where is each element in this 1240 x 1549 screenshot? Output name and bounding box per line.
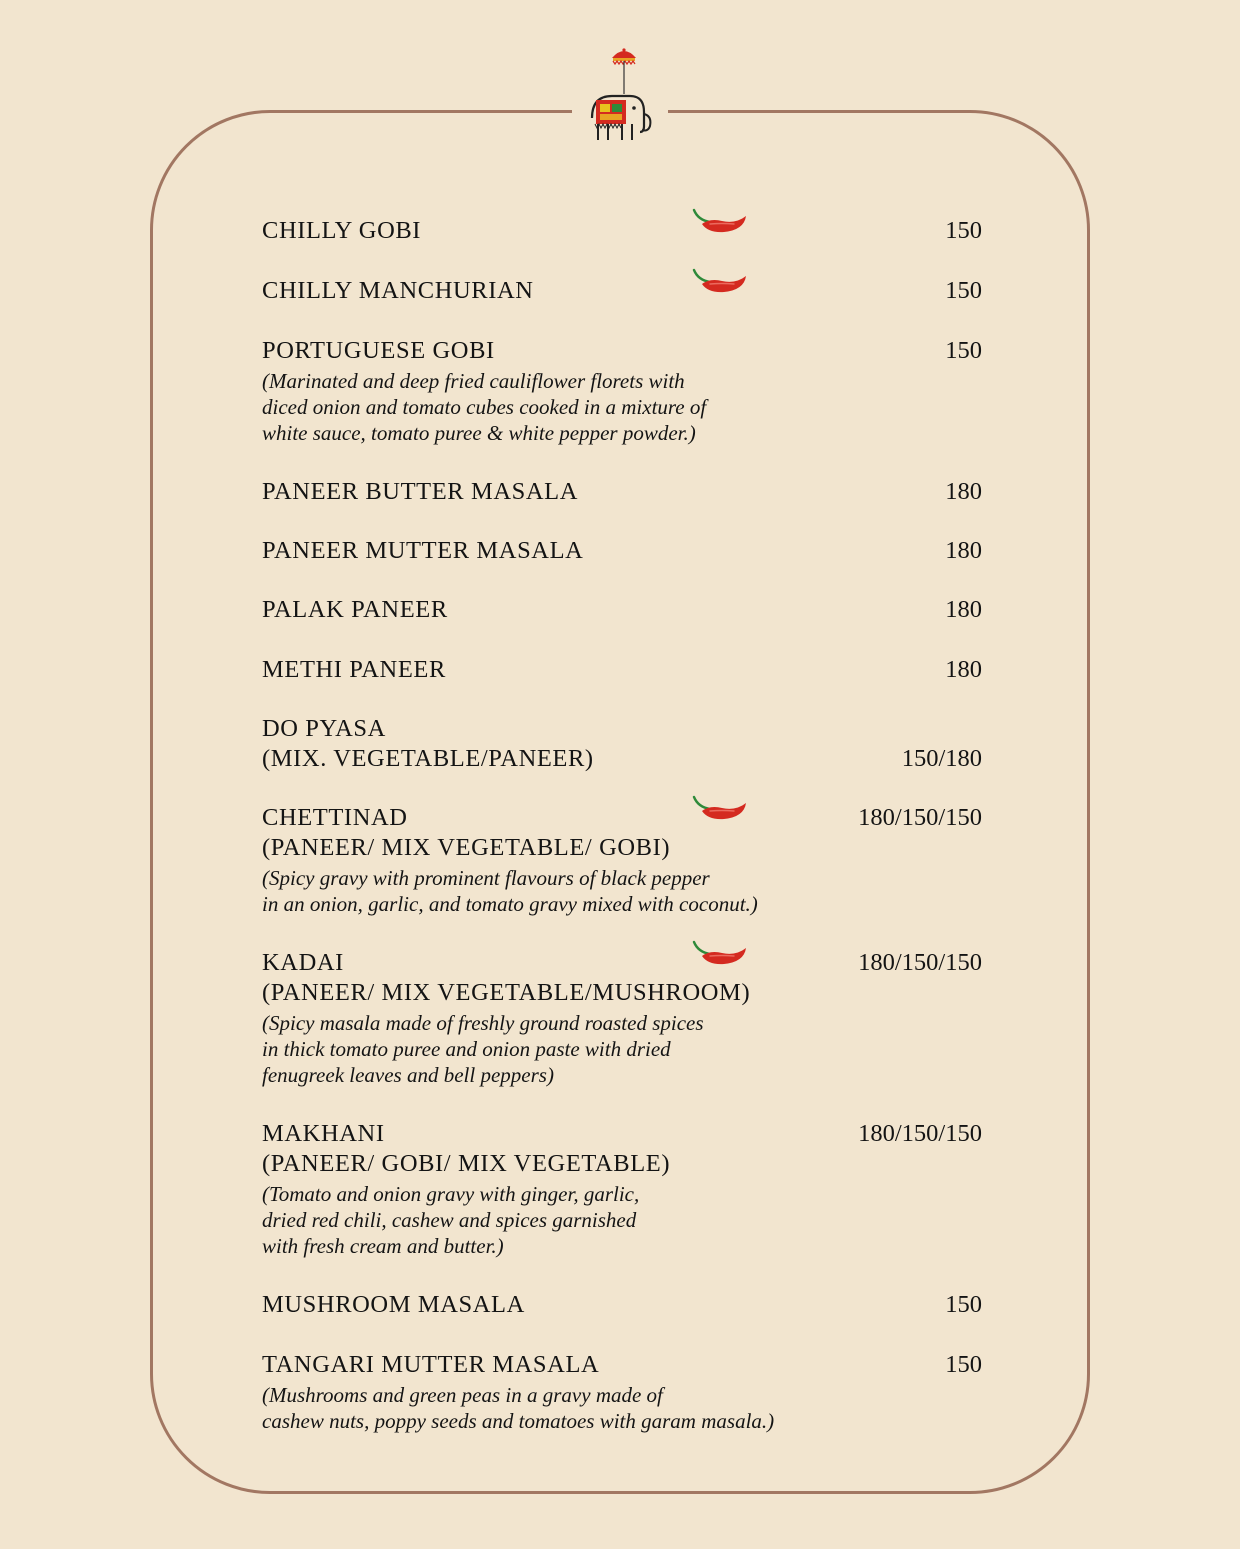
description-line: diced onion and tomato cubes cooked in a mixture of xyxy=(262,395,707,419)
item-price: 180/150/150 xyxy=(858,1120,982,1147)
description-line: white sauce, tomato puree & white pepper powder.) xyxy=(262,421,696,445)
menu-item xyxy=(262,1350,982,1434)
menu-item xyxy=(262,1290,982,1320)
menu-item xyxy=(262,336,982,446)
item-price: 150 xyxy=(945,1351,982,1378)
item-name: MAKHANI xyxy=(262,1120,385,1147)
menu-item xyxy=(262,1119,982,1259)
item-name: TANGARI MUTTER MASALA xyxy=(262,1351,600,1378)
item-description xyxy=(262,865,982,917)
description-line: (Tomato and onion gravy with ginger, garlic, xyxy=(262,1182,640,1206)
menu-item xyxy=(262,276,982,306)
item-name: PORTUGUESE GOBI xyxy=(262,337,495,364)
description-line: (Spicy gravy with prominent flavours of black pepper xyxy=(262,866,710,890)
menu-item xyxy=(262,948,982,1088)
menu-item xyxy=(262,714,982,774)
item-price: 150/180 xyxy=(901,745,982,772)
menu-frame xyxy=(150,110,1090,1494)
item-name: CHETTINAD xyxy=(262,804,408,831)
description-line: (Spicy masala made of freshly ground roasted spices xyxy=(262,1011,704,1035)
menu-item xyxy=(262,595,982,625)
item-name: PALAK PANEER xyxy=(262,596,448,623)
item-subname: (PANEER/ MIX VEGETABLE/MUSHROOM) xyxy=(262,979,751,1006)
item-name: KADAI xyxy=(262,949,344,976)
item-price: 180 xyxy=(945,537,982,564)
item-description xyxy=(262,368,982,446)
description-line: with fresh cream and butter.) xyxy=(262,1234,504,1258)
item-name: PANEER BUTTER MASALA xyxy=(262,478,579,505)
description-line: dried red chili, cashew and spices garnished xyxy=(262,1208,637,1232)
elephant-umbrella-logo-icon xyxy=(586,46,654,146)
description-line: in an onion, garlic, and tomato gravy mixed with coconut.) xyxy=(262,892,758,916)
item-price: 150 xyxy=(945,277,982,304)
chili-pepper-icon xyxy=(688,791,750,825)
item-price: 180 xyxy=(945,656,982,683)
item-price: 180 xyxy=(945,596,982,623)
menu-item xyxy=(262,216,982,246)
item-description xyxy=(262,1010,982,1088)
item-price: 150 xyxy=(945,217,982,244)
item-description xyxy=(262,1181,982,1259)
item-subname: (PANEER/ GOBI/ MIX VEGETABLE) xyxy=(262,1150,671,1177)
description-line: (Mushrooms and green peas in a gravy made of xyxy=(262,1383,663,1407)
item-price: 180/150/150 xyxy=(858,804,982,831)
menu-item xyxy=(262,803,982,917)
chili-pepper-icon xyxy=(688,204,750,238)
item-name: DO PYASA xyxy=(262,715,386,742)
chili-pepper-icon xyxy=(688,264,750,298)
item-price: 150 xyxy=(945,337,982,364)
description-line: fenugreek leaves and bell peppers) xyxy=(262,1063,554,1087)
item-description xyxy=(262,1382,982,1434)
description-line: cashew nuts, poppy seeds and tomatoes with garam masala.) xyxy=(262,1409,775,1433)
menu-item xyxy=(262,477,982,507)
item-name: CHILLY GOBI xyxy=(262,217,422,244)
item-subname: (PANEER/ MIX VEGETABLE/ GOBI) xyxy=(262,834,671,861)
item-name: PANEER MUTTER MASALA xyxy=(262,537,584,564)
description-line: in thick tomato puree and onion paste with dried xyxy=(262,1037,671,1061)
item-name: METHI PANEER xyxy=(262,656,446,683)
item-name: CHILLY MANCHURIAN xyxy=(262,277,534,304)
item-price: 180 xyxy=(945,478,982,505)
menu-item xyxy=(262,655,982,685)
description-line: (Marinated and deep fried cauliflower florets with xyxy=(262,369,685,393)
item-name: MUSHROOM MASALA xyxy=(262,1291,525,1318)
item-price: 150 xyxy=(945,1291,982,1318)
item-subname: (MIX. VEGETABLE/PANEER) xyxy=(262,745,594,772)
item-price: 180/150/150 xyxy=(858,949,982,976)
chili-pepper-icon xyxy=(688,936,750,970)
menu-item xyxy=(262,536,982,566)
